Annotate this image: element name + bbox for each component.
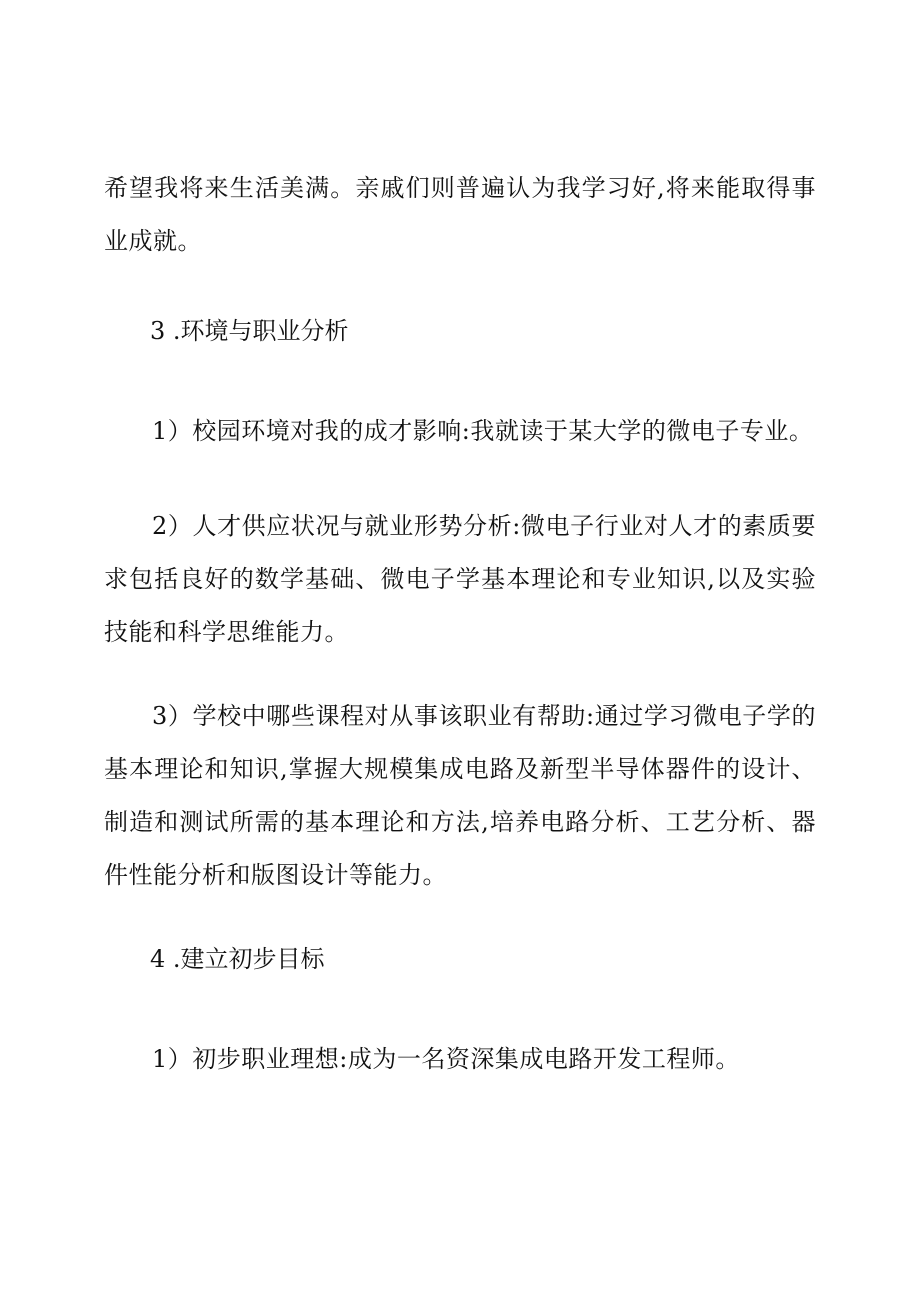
paragraph-talent-supply: 2）人才供应状况与就业形势分析:微电子行业对人才的素质要求包括良好的数学基础、微电子学基本理论和专业知识,以及实验技能和科学思维能力。 [104, 512, 816, 646]
paragraph-helpful-courses: 3）学校中哪些课程对从事该职业有帮助:通过学习微电子学的基本理论和知识,掌握大规模集成电路及新型半导体器件的设计、制造和测试所需的基本理论和方法,培养电路分析、工艺分析、器件性能分析和版图设计等能力。 [104, 702, 816, 889]
paragraph-career-ideal: 1）初步职业理想:成为一名资深集成电路开发工程师。 [152, 1045, 740, 1073]
paragraph-continuation: 希望我将来生活美满。亲戚们则普遍认为我学习好,将来能取得事业成就。 [104, 174, 816, 255]
section-heading-4: 4 .建立初步目标 [150, 945, 325, 973]
section-heading-3: 3 .环境与职业分析 [150, 317, 349, 345]
paragraph-campus-environment: 1）校园环境对我的成才影响:我就读于某大学的微电子专业。 [152, 417, 814, 445]
